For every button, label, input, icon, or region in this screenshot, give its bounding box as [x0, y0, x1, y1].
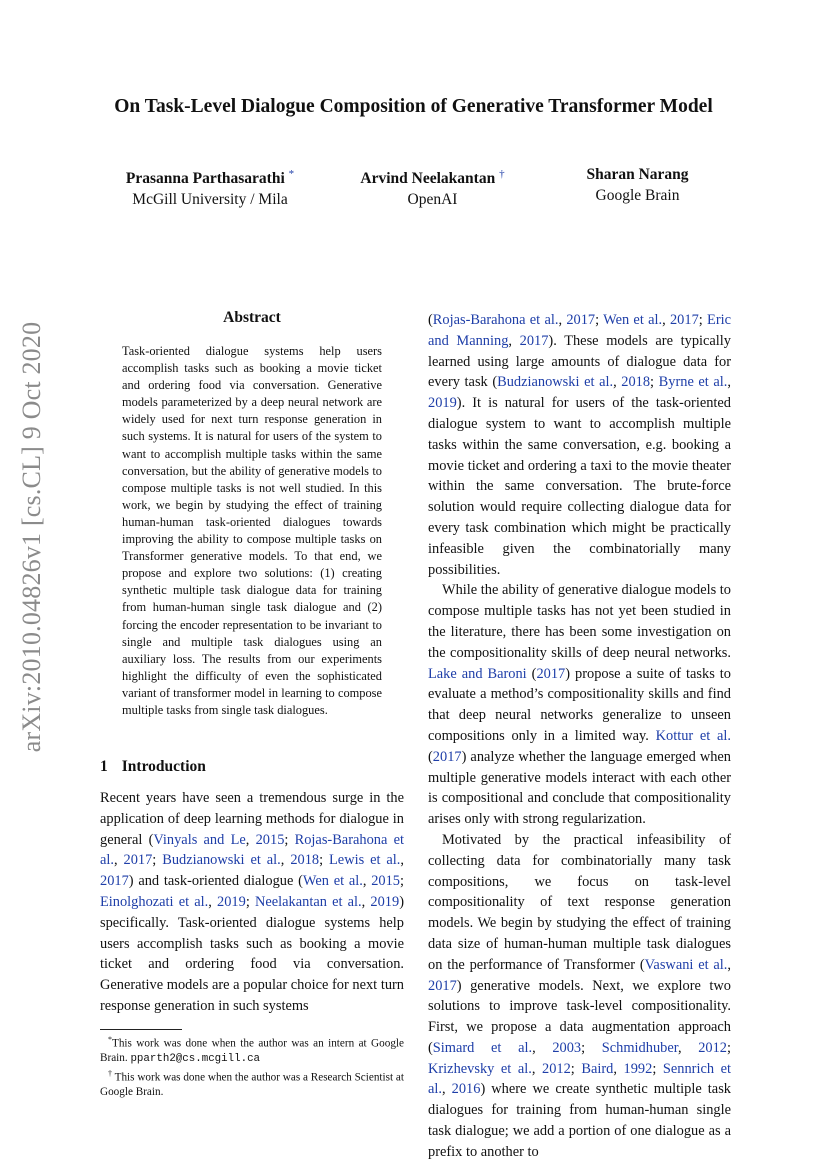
citation-link[interactable]: Vinyals and Le: [153, 831, 246, 848]
citation-link[interactable]: 2019: [428, 395, 457, 412]
section-number: 1: [100, 758, 108, 775]
section-heading-introduction: [100, 758, 206, 776]
introduction-paragraph: Recent years have seen a tremendous surge in the application of deep learning methods for dialogue in general (Vinyals and Le, 2015; Rojas-Barahona et al., 2017; Budzianowski et al., 2018; Lewis et al., 2017) and task-oriented dialogue (Wen et al., 2015; Einolghozati et al., 2019; Neelakantan et al., 2019) specifically. Task-oriented dialogue systems help users accomplish tasks such as booking a movie ticket and ordering food via conversation. Generative models are a popular choice for next turn response generation in such systems: [100, 790, 405, 1014]
citation-link[interactable]: 2019: [370, 893, 400, 910]
citation-link[interactable]: 2019: [217, 893, 246, 910]
citation-link[interactable]: 2017: [432, 748, 462, 765]
citation-link[interactable]: 2003: [552, 1039, 582, 1056]
author-1: [100, 164, 320, 210]
citation-link[interactable]: Rojas-Barahona et al.: [100, 831, 404, 869]
citation-link[interactable]: Budzianowski et al.: [162, 852, 281, 869]
author-affiliation: OpenAI: [407, 191, 458, 209]
author-footnote-mark[interactable]: †: [499, 168, 505, 180]
citation-link[interactable]: Sennrich et al.: [428, 1060, 731, 1098]
citation-link[interactable]: Lake and Baroni: [428, 665, 527, 682]
footnote-2: [100, 1067, 404, 1100]
citation-link[interactable]: 2017: [519, 332, 549, 349]
footnote-mark: *: [108, 1035, 112, 1044]
body-paragraph: Motivated by the practical infeasibility of collecting data for combinatorially many task compositions, we focus on task-level compositionality of text response generation models. We begin by studying the effect of training data size of human-human multiple task dialogues on the performance of Transformer (Vaswani et al., 2017) generative models. Next, we explore two solutions to improve task-level compositionality. First, we propose a data augmentation approach (Simard et al., 2003; Schmidhuber, 2012; Krizhevsky et al., 2012; Baird, 1992; Sennrich et al., 2016) where we create synthetic multiple task dialogues for training from human-human single task dialogue; we add a portion of one dialogue as a prefix to another to: [428, 831, 731, 1160]
body-paragraph: While the ability of generative dialogue models to compose multiple tasks has not yet been studied in the literature, there has been some investigation on the compositionality skills of deep neural networks. Lake and Baroni (2017) propose a suite of tasks to evaluate a method’s compositionality skills and find that deep neural networks generalize to unseen compositions only in a limited way. Kottur et al. (2017) analyze whether the language emerged when multiple generative models interact with each other is compositional and conclude that compositionality arises only with strong regularization.: [428, 582, 732, 828]
footnote-1: [100, 1033, 404, 1067]
author-2: [320, 164, 545, 210]
author-block: [100, 164, 730, 214]
citation-link[interactable]: Schmidhuber: [601, 1039, 678, 1056]
citation-link[interactable]: Eric and Manning: [428, 312, 732, 349]
section-title: Introduction: [121, 758, 206, 775]
author-3: [545, 164, 730, 206]
abstract-body: Task-oriented dialogue systems help users accomplish tasks such as booking a movie ticket and ordering food via conversation. Generative models parameterized by a deep neural network are widely used for next turn response generation in such systems. It is natural for users of the system to want to accomplish multiple tasks within the same conversation, but the ability of generative models to compose multiple tasks is not well studied. In this work, we begin by studying the effect of training human-human task-oriented dialogues towards improving the ability to compose multiple tasks on Transformer generative models. To that end, we propose and explore two solutions: (1) creating synthetic multiple task dialogue data for training from human-human single task dialogue and (2) forcing the encoder representation to be invariant to single and multiple task dialogues using an auxiliary loss. The results from our experiments highlight the difficulty of even the sophisticated variant of transformer model in learning to compose multiple tasks from single task dialogues.: [122, 344, 382, 717]
footnote-rule: [100, 1029, 182, 1030]
author-name: Arvind Neelakantan: [360, 170, 496, 188]
author-footnote-mark[interactable]: *: [288, 168, 295, 180]
citation-link[interactable]: 1992: [623, 1060, 653, 1077]
author-affiliation: Google Brain: [595, 187, 680, 204]
citation-link[interactable]: Kottur et al.: [655, 727, 731, 744]
citation-link[interactable]: 2017: [428, 977, 457, 994]
citation-link[interactable]: 2017: [566, 312, 596, 328]
citation-link[interactable]: Lewis et al.: [329, 852, 401, 869]
citation-link[interactable]: 2017: [536, 665, 566, 682]
citation-link[interactable]: Budzianowski et al.: [497, 374, 614, 391]
citation-link[interactable]: Baird: [581, 1060, 614, 1077]
citation-link[interactable]: Wen et al.: [302, 873, 363, 890]
citation-link[interactable]: Krizhevsky et al.: [428, 1060, 532, 1077]
citation-link[interactable]: 2012: [542, 1060, 571, 1077]
footnote-email[interactable]: pparth2@cs.mcgill.ca: [130, 1053, 261, 1066]
citation-link[interactable]: 2015: [255, 831, 285, 848]
citation-link[interactable]: Rojas-Barahona et al.: [432, 312, 559, 328]
author-name: Prasanna Parthasarathi: [125, 170, 285, 188]
citation-link[interactable]: 2015: [371, 873, 400, 890]
body-paragraph: (Rojas-Barahona et al., 2017; Wen et al., 2017; Eric and Manning, 2017). These models are typically learned using large amounts of dialogue data for every task (Budzianowski et al., 2018; Byrne et al., 2019). It is natural for users of the task-oriented dialogue system to want to accomplish multiple tasks within the same conversation, e.g. booking a movie ticket and ordering a taxi to the movie theater within the same conversation. The brute-force solution would require collecting dialogue data for every task combination which might be practically infeasible given the combinatorially many possibilities.: [428, 312, 732, 578]
citation-link[interactable]: Byrne et al.: [658, 374, 728, 391]
footnote-text: This work was done when the author was a Research Scientist at Google Brain.: [100, 1071, 404, 1099]
citation-link[interactable]: 2017: [100, 873, 129, 890]
footnote-text: This work was done when the author was an intern at Google Brain.: [100, 1037, 404, 1065]
citation-link[interactable]: 2016: [451, 1081, 481, 1098]
abstract-heading: Abstract: [223, 309, 281, 326]
right-column: [428, 310, 731, 1163]
citation-link[interactable]: Neelakantan et al.: [254, 893, 362, 910]
citation-link[interactable]: 2017: [669, 312, 699, 328]
citation-link[interactable]: 2018: [290, 852, 320, 869]
citation-link[interactable]: Simard et al.: [432, 1039, 533, 1056]
footnotes: [100, 1033, 404, 1100]
paper-title: On Task-Level Dialogue Composition of Generative Transformer Model: [114, 96, 713, 117]
arxiv-id-text: arXiv:2010.04826v1 [cs.CL] 9 Oct 2020: [17, 321, 46, 753]
citation-link[interactable]: Einolghozati et al.: [100, 893, 209, 910]
arxiv-side-identifier: [12, 321, 52, 753]
author-name: Sharan Narang: [586, 166, 689, 183]
citation-link[interactable]: 2018: [621, 374, 651, 391]
citation-link[interactable]: 2017: [123, 852, 153, 869]
citation-link[interactable]: 2012: [698, 1039, 727, 1056]
citation-link[interactable]: Vaswani et al.: [644, 956, 728, 973]
author-affiliation: McGill University / Mila: [132, 191, 288, 209]
citation-link[interactable]: Wen et al.: [603, 312, 663, 328]
footnote-mark: †: [108, 1068, 113, 1078]
